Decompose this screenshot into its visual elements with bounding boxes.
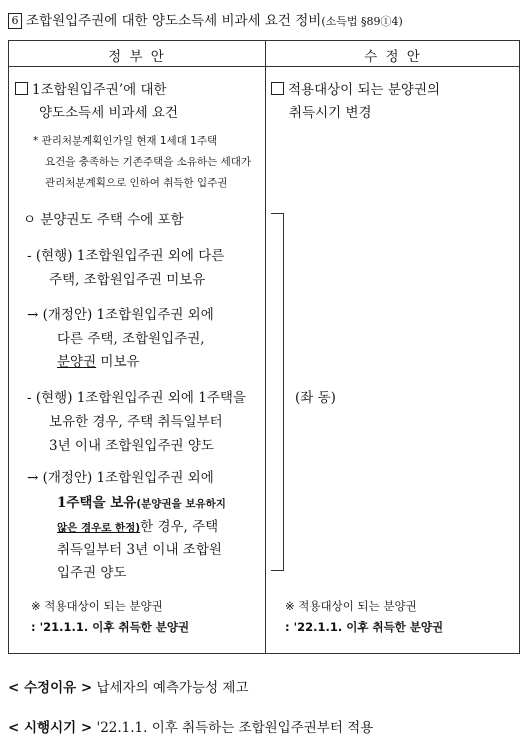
current2-line3: 3년 이내 조합원입주권 양도 [49,438,214,454]
note-line2: 요건을 충족하는 기존주택을 소유하는 세대가 [45,156,252,168]
revised2-line1: → (개정안) 1조합원입주권 외에 [27,470,214,486]
effective-line [8,716,373,736]
current1-line2: 주택, 조합원입주권 미보유 [49,272,206,288]
bracket-line [271,213,284,571]
revised1-line1: → (개정안) 1조합원입주권 외에 [27,307,214,323]
current2-line2: 보유한 경우, 주택 취득일부터 [49,414,223,430]
reason-line [8,676,249,696]
header-left: 정 부 안 [108,49,166,65]
right-heading-line2: 취득시기 변경 [289,105,372,121]
right-heading-line1: 적용대상이 되는 분양권의 [271,78,440,98]
section-number: 6 [8,13,22,29]
bullet-line: ㅇ 분양권도 주택 수에 포함 [23,212,184,228]
section-title [8,9,403,29]
revised2-line4: 취득일부터 3년 이내 조합원 [57,542,222,558]
revised2-line5: 입주권 양도 [57,565,127,581]
title-ref: (소득법 §89①4) [321,15,403,28]
current1-line1: - (현행) 1조합원입주권 외에 다른 [27,248,225,264]
left-heading-line2: 양도소득세 비과세 요건 [39,105,178,121]
left-footnote-line2: : '21.1.1. 이후 취득한 분양권 [31,620,190,634]
revised2-line3: 않은 경우로 한정)한 경우, 주택 [57,519,219,535]
effective-label: < 시행시기 > [8,720,93,736]
revised1-line3: 분양권 미보유 [57,354,140,370]
left-heading-line1: 1조합원입주권’에 대한 [15,78,167,98]
checkbox-icon [271,82,284,95]
checkbox-icon [15,82,28,95]
note-line3: 관리처분계획으로 인하여 취득한 입주권 [45,177,228,189]
left-footnote-line1: ※ 적용대상이 되는 분양권 [31,599,163,613]
effective-text: '22.1.1. 이후 취득하는 조합원입주권부터 적용 [92,720,374,736]
note-line1: * 관리처분계획인가일 현재 1세대 1주택 [33,135,218,147]
header-divider [9,66,519,67]
comparison-table [8,40,520,654]
right-footnote-line1: ※ 적용대상이 되는 분양권 [285,599,417,613]
reason-text: 납세자의 예측가능성 제고 [92,680,249,696]
header-right: 수 정 안 [364,49,422,65]
same-as-left: (좌 동) [295,390,336,406]
reason-label: < 수정이유 > [8,680,93,696]
revised1-line2: 다른 주택, 조합원입주권, [57,331,205,347]
title-text: 조합원입주권에 대한 양도소득세 비과세 요건 정비 [26,13,322,29]
revised2-line2: 1주택을 보유(분양권을 보유하지 [57,495,226,511]
current2-line1: - (현행) 1조합원입주권 외에 1주택을 [27,390,246,406]
right-footnote-line2: : '22.1.1. 이후 취득한 분양권 [285,620,444,634]
column-divider [265,41,266,653]
